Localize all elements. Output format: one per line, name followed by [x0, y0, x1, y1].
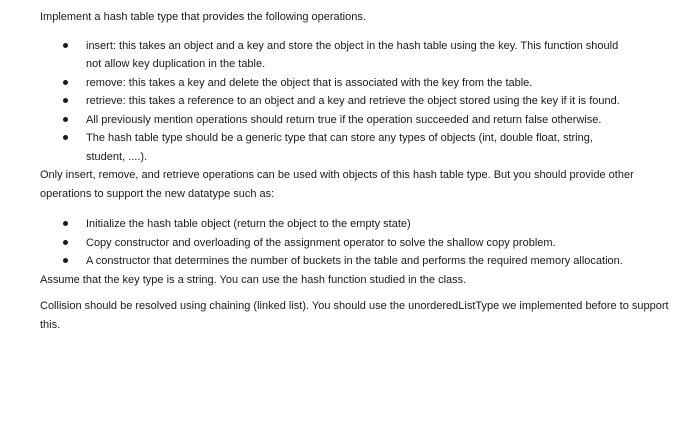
- bullet-icon: [63, 117, 68, 122]
- key-type-paragraph: Assume that the key type is a string. You can use the hash function studied in the class.: [40, 273, 467, 286]
- list-item-text: All previously mention operations should return true if the operation succeeded and return false otherwise.: [86, 113, 602, 126]
- bullet-icon: [63, 258, 68, 263]
- extra-operations-list: [40, 215, 680, 271]
- list-item: [40, 74, 626, 93]
- bullet-icon: [63, 98, 68, 103]
- list-item: [40, 37, 626, 74]
- list-item-text: remove: this takes a key and delete the object that is associated with the key from the table.: [86, 76, 533, 89]
- intro-paragraph: Implement a hash table type that provides the following operations.: [40, 11, 366, 23]
- list-item: [40, 234, 626, 253]
- list-item: [40, 111, 626, 130]
- bullet-icon: [63, 43, 68, 48]
- collision-paragraph: Collision should be resolved using chaining (linked list). You should use the unorderedListType we implemented before to support this.: [40, 300, 669, 331]
- list-item: [40, 215, 626, 234]
- list-item: [40, 129, 626, 166]
- bullet-icon: [63, 221, 68, 226]
- operations-list: [40, 37, 680, 167]
- bullet-icon: [63, 135, 68, 140]
- list-item-text: insert: this takes an object and a key and store the object in the hash table using the key. This function should not allow key duplication in the table.: [86, 39, 619, 70]
- list-item-text: Initialize the hash table object (return the object to the empty state): [86, 218, 411, 230]
- usage-paragraph: Only insert, remove, and retrieve operations can be used with objects of this hash table type. But you should provide other operations to support the new datatype such as:: [40, 169, 634, 200]
- list-item: [40, 252, 626, 271]
- list-item-text: Copy constructor and overloading of the assignment operator to solve the shallow copy problem.: [86, 236, 556, 249]
- list-item-text: A constructor that determines the number of buckets in the table and performs the required memory allocation.: [86, 255, 623, 267]
- list-item-text: retrieve: this takes a reference to an object and a key and retrieve the object stored using the key if it is found.: [86, 95, 620, 107]
- list-item-text: The hash table type should be a generic type that can store any types of objects (int, double float, string, student, ....).: [86, 132, 593, 163]
- bullet-icon: [63, 80, 68, 85]
- assignment-document: [40, 8, 680, 334]
- list-item: [40, 92, 626, 111]
- bullet-icon: [63, 240, 68, 245]
